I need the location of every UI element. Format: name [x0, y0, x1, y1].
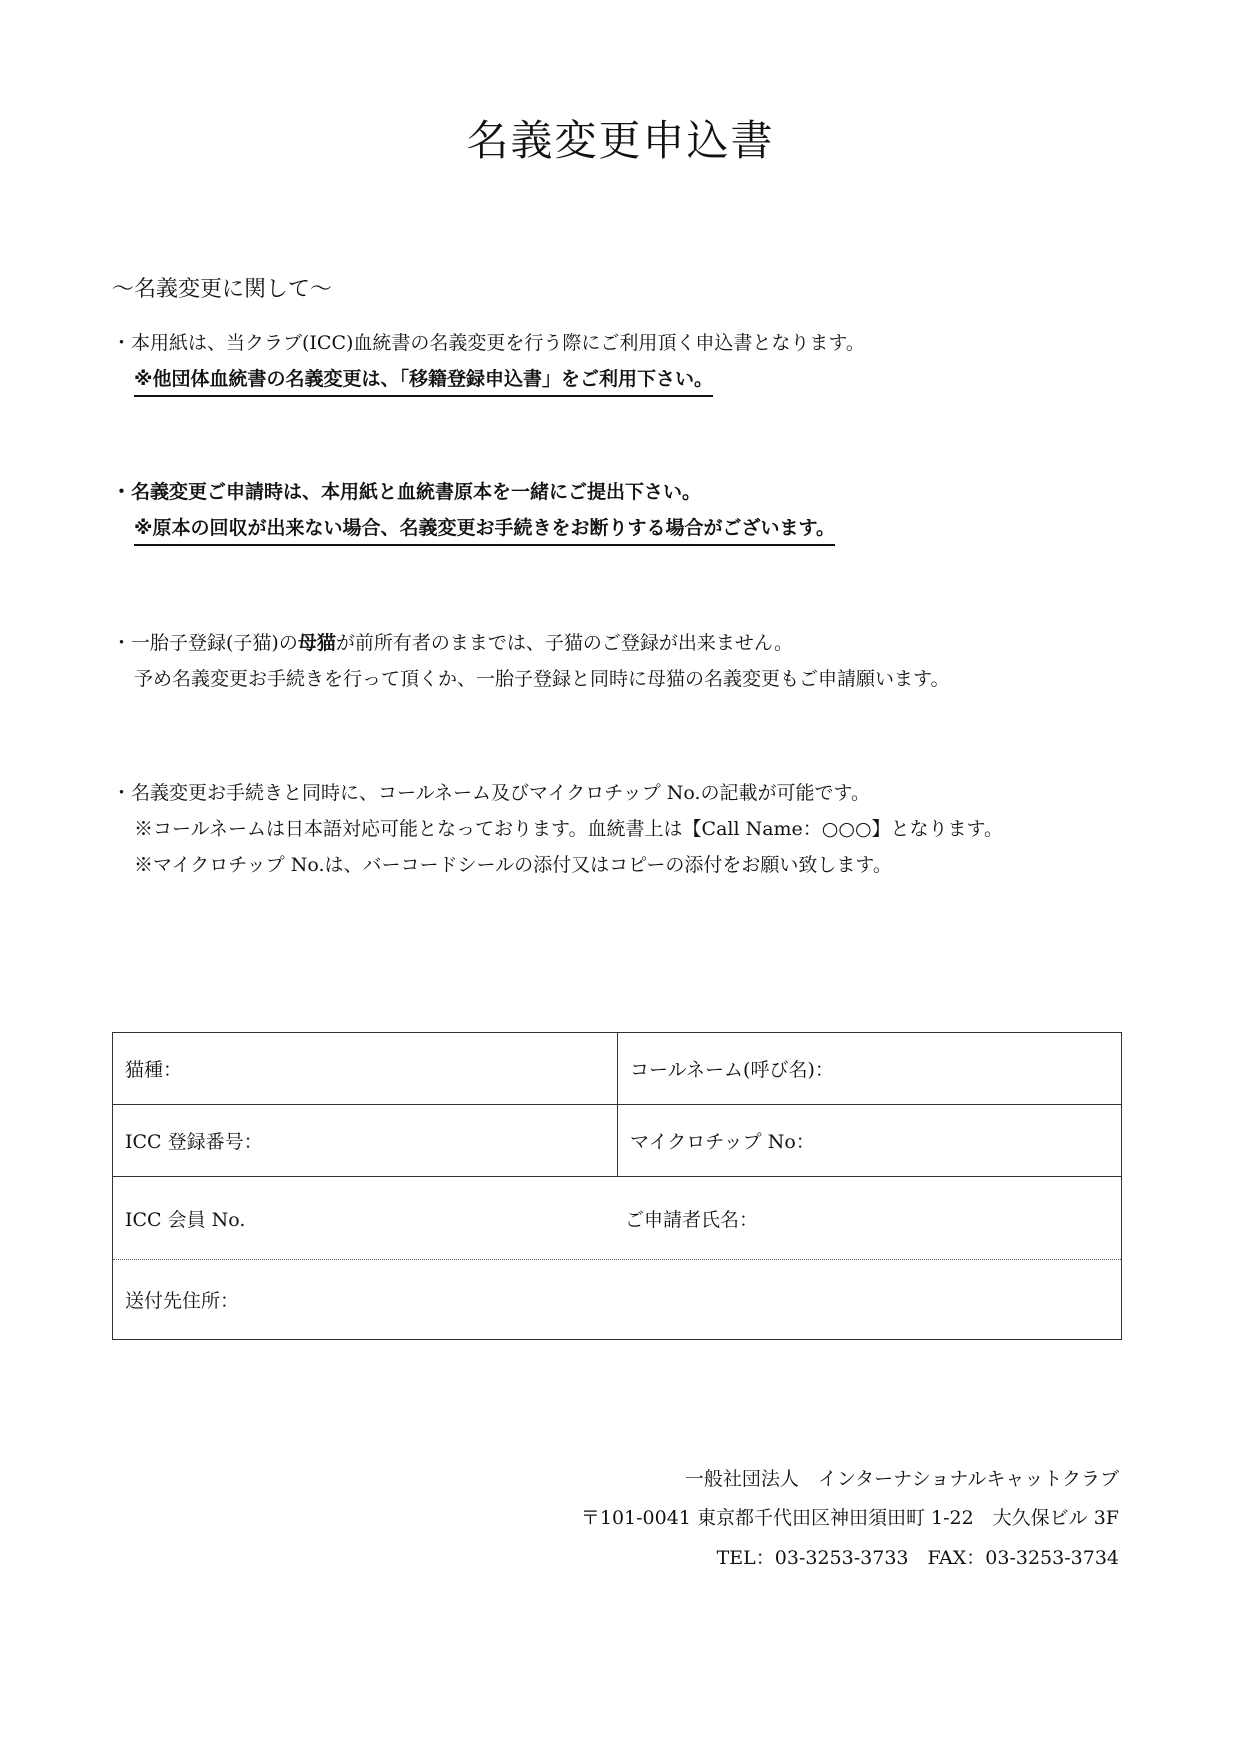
icc-registration-number-field[interactable]: ICC 登録番号： [113, 1105, 618, 1176]
note-2-line-1: ・名義変更ご申請時は、本用紙と血統書原本を一緒にご提出下さい。 [112, 481, 702, 503]
icc-member-number-field[interactable]: ICC 会員 No. [125, 1208, 246, 1231]
applicant-name-field[interactable]: ご申請者氏名： [625, 1208, 759, 1231]
form-row-member [113, 1177, 1121, 1260]
form-row-breed [113, 1033, 1121, 1105]
note-1-line-2 [134, 366, 713, 392]
application-form [112, 1032, 1122, 1340]
note-3-line-2: 予め名義変更お手続きを行って頂くか、一胎子登録と同時に母猫の名義変更もご申請願います。 [134, 668, 950, 690]
delivery-address-field[interactable]: 送付先住所： [125, 1290, 240, 1312]
note-1-line-1: ・本用紙は、当クラブ(ICC)血統書の名義変更を行う際にご利用頂く申込書となります。 [112, 332, 865, 354]
form-row-address [113, 1260, 1121, 1339]
note-3-line-1 [112, 630, 793, 656]
footer-organization: 一般社団法人 インターナショナルキャットクラブ [684, 1468, 1119, 1490]
note-4-line-2: ※コールネームは日本語対応可能となっております。血統書上は【Call Name：○○○】となります。 [134, 818, 1004, 840]
form-row-registration [113, 1105, 1121, 1177]
footer-address: 〒101-0041 東京都千代田区神田須田町 1-22 大久保ビル 3F [580, 1507, 1119, 1529]
note-4-line-1: ・名義変更お手続きと同時に、コールネーム及びマイクロチップ No.の記載が可能です。 [112, 782, 871, 804]
note-3-emphasis: 母猫 [297, 632, 336, 654]
note-1-underlined-text: ※他団体血統書の名義変更は、「移籍登録申込書」をご利用下さい。 [134, 368, 713, 397]
section-heading: 〜名義変更に関して〜 [112, 277, 333, 302]
note-3-text-b: が前所有者のままでは、子猫のご登録が出来ません。 [335, 632, 793, 654]
microchip-number-field[interactable]: マイクロチップ No： [630, 1131, 815, 1153]
note-2-line-2 [134, 515, 835, 541]
breed-field[interactable]: 猫種： [113, 1033, 618, 1104]
call-name-field[interactable]: コールネーム(呼び名)： [630, 1059, 834, 1081]
footer-contact: TEL：03-3253-3733 FAX：03-3253-3734 [716, 1547, 1119, 1569]
note-3-text-a: ・一胎子登録(子猫)の [112, 632, 298, 654]
note-2-underlined-text: ※原本の回収が出来ない場合、名義変更お手続きをお断りする場合がございます。 [134, 517, 835, 546]
note-4-line-3: ※マイクロチップ No.は、バーコードシールの添付又はコピーの添付をお願い致します。 [134, 854, 892, 876]
page-title: 名義変更申込書 [466, 116, 775, 165]
